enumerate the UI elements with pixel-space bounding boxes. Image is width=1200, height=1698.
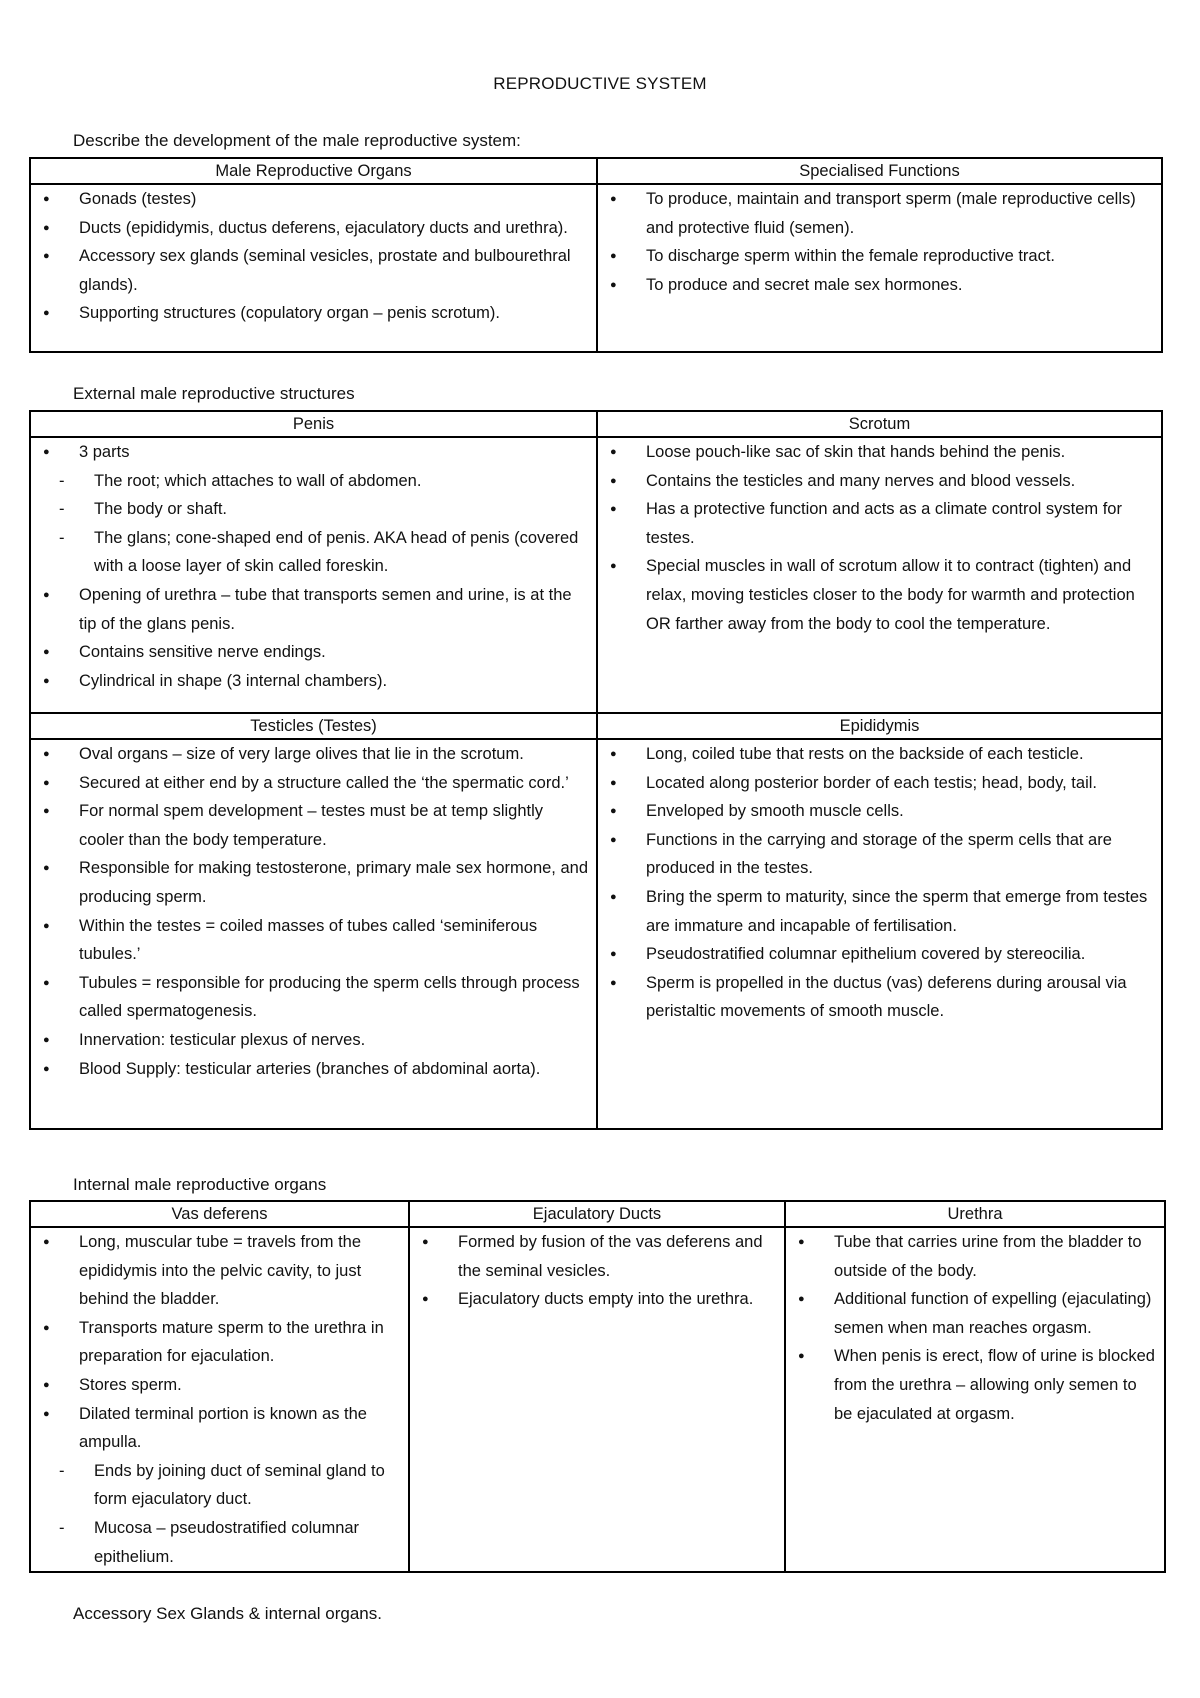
list-item: ● Special muscles in wall of scrotum allow it to contract (tighten) and relax, moving testicles closer to the body for warmth and protection OR farther away from the body to cool the temperature. — [604, 552, 1155, 638]
list-item: ● To produce and secret male sex hormones. — [604, 271, 1155, 300]
list-item: ● Bring the sperm to maturity, since the sperm that emerge from testes are immature and incapable of fertilisation. — [604, 883, 1155, 940]
testicles-cell — [30, 739, 597, 1129]
urethra-cell — [785, 1227, 1165, 1572]
col-header-vas-deferens: Vas deferens — [30, 1201, 409, 1227]
epididymis-cell — [597, 739, 1162, 1129]
internal-organs-table — [29, 1200, 1166, 1573]
list-item: ● Loose pouch-like sac of skin that hands behind the penis. — [604, 438, 1155, 467]
penis-cell — [30, 437, 597, 713]
external-structures-table — [29, 410, 1163, 1130]
col-header-testicles: Testicles (Testes) — [30, 713, 597, 739]
list-item: ● Enveloped by smooth muscle cells. — [604, 797, 1155, 826]
list-item: ● Sperm is propelled in the ductus (vas) deferens during arousal via peristaltic movements of smooth muscle. — [604, 969, 1155, 1026]
list-item: ● Opening of urethra – tube that transports semen and urine, is at the tip of the glans penis. — [37, 581, 590, 638]
list-item: ● Blood Supply: testicular arteries (branches of abdominal aorta). — [37, 1055, 590, 1084]
list-item-text: 3 parts — [79, 443, 130, 461]
list-item: ● For normal spem development – testes must be at temp slightly cooler than the body temperature. — [37, 797, 590, 854]
list-item: ● Gonads (testes) — [37, 185, 590, 214]
col-header-ejaculatory-ducts: Ejaculatory Ducts — [409, 1201, 785, 1227]
sub-list-item: - Ends by joining duct of seminal gland to form ejaculatory duct. — [37, 1457, 402, 1514]
col-header-epididymis: Epididymis — [597, 713, 1162, 739]
list-item: ● Tube that carries urine from the bladder to outside of the body. — [792, 1228, 1158, 1285]
sub-list-item: - The glans; cone-shaped end of penis. AKA head of penis (covered with a loose layer of skin called foreskin. — [37, 524, 590, 581]
sub-list-item: - The root; which attaches to wall of abdomen. — [37, 467, 590, 496]
sub-list-item: - Mucosa – pseudostratified columnar epithelium. — [37, 1514, 402, 1571]
footer-heading: Accessory Sex Glands & internal organs. — [73, 1604, 382, 1623]
section1-heading: Describe the development of the male reproductive system: — [73, 131, 521, 150]
list-item — [37, 1400, 402, 1572]
list-item: ● Responsible for making testosterone, primary male sex hormone, and producing sperm. — [37, 854, 590, 911]
list-item: ● Oval organs – size of very large olives that lie in the scrotum. — [37, 740, 590, 769]
organs-functions-table — [29, 157, 1163, 353]
list-item: ● To produce, maintain and transport sperm (male reproductive cells) and protective fluid (semen). — [604, 185, 1155, 242]
list-item: ● To discharge sperm within the female reproductive tract. — [604, 242, 1155, 271]
list-item: ● Accessory sex glands (seminal vesicles, prostate and bulbourethral glands). — [37, 242, 590, 299]
section3-heading: Internal male reproductive organs — [73, 1175, 327, 1194]
list-item: ● Contains sensitive nerve endings. — [37, 638, 590, 667]
list-item: ● Within the testes = coiled masses of tubes called ‘seminiferous tubules.’ — [37, 912, 590, 969]
list-item: ● Tubules = responsible for producing the sperm cells through process called spermatogenesis. — [37, 969, 590, 1026]
functions-cell — [597, 184, 1162, 352]
list-item: ● Supporting structures (copulatory organ – penis scrotum). — [37, 299, 590, 328]
list-item: ● Innervation: testicular plexus of nerves. — [37, 1026, 590, 1055]
section2-heading: External male reproductive structures — [73, 384, 355, 403]
page-title: REPRODUCTIVE SYSTEM — [493, 74, 707, 93]
scrotum-cell — [597, 437, 1162, 713]
sub-list-item: - The body or shaft. — [37, 495, 590, 524]
list-item: ● When penis is erect, flow of urine is blocked from the urethra – allowing only semen to be ejaculated at orgasm. — [792, 1342, 1158, 1428]
organs-cell — [30, 184, 597, 352]
list-item: ● Transports mature sperm to the urethra in preparation for ejaculation. — [37, 1314, 402, 1371]
list-item: ● Secured at either end by a structure called the ‘the spermatic cord.’ — [37, 769, 590, 798]
list-item: ● Formed by fusion of the vas deferens and the seminal vesicles. — [416, 1228, 778, 1285]
list-item — [37, 438, 590, 581]
list-item: ● Ejaculatory ducts empty into the urethra. — [416, 1285, 778, 1314]
col-header-urethra: Urethra — [785, 1201, 1165, 1227]
list-item: ● Located along posterior border of each testis; head, body, tail. — [604, 769, 1155, 798]
list-item: ● Long, muscular tube = travels from the epididymis into the pelvic cavity, to just behind the bladder. — [37, 1228, 402, 1314]
ejaculatory-ducts-cell — [409, 1227, 785, 1572]
list-item: ● Stores sperm. — [37, 1371, 402, 1400]
col-header-functions: Specialised Functions — [597, 158, 1162, 184]
list-item: ● Pseudostratified columnar epithelium covered by stereocilia. — [604, 940, 1155, 969]
list-item: ● Cylindrical in shape (3 internal chambers). — [37, 667, 590, 696]
list-item: ● Functions in the carrying and storage of the sperm cells that are produced in the testes. — [604, 826, 1155, 883]
col-header-penis: Penis — [30, 411, 597, 437]
col-header-scrotum: Scrotum — [597, 411, 1162, 437]
list-item: ● Contains the testicles and many nerves and blood vessels. — [604, 467, 1155, 496]
list-item: ● Ducts (epididymis, ductus deferens, ejaculatory ducts and urethra). — [37, 214, 590, 243]
list-item: ● Additional function of expelling (ejaculating) semen when man reaches orgasm. — [792, 1285, 1158, 1342]
list-item: ● Has a protective function and acts as a climate control system for testes. — [604, 495, 1155, 552]
list-item-text: Dilated terminal portion is known as the ampulla. — [79, 1404, 367, 1452]
list-item: ● Long, coiled tube that rests on the backside of each testicle. — [604, 740, 1155, 769]
vas-deferens-cell — [30, 1227, 409, 1572]
col-header-organs: Male Reproductive Organs — [30, 158, 597, 184]
